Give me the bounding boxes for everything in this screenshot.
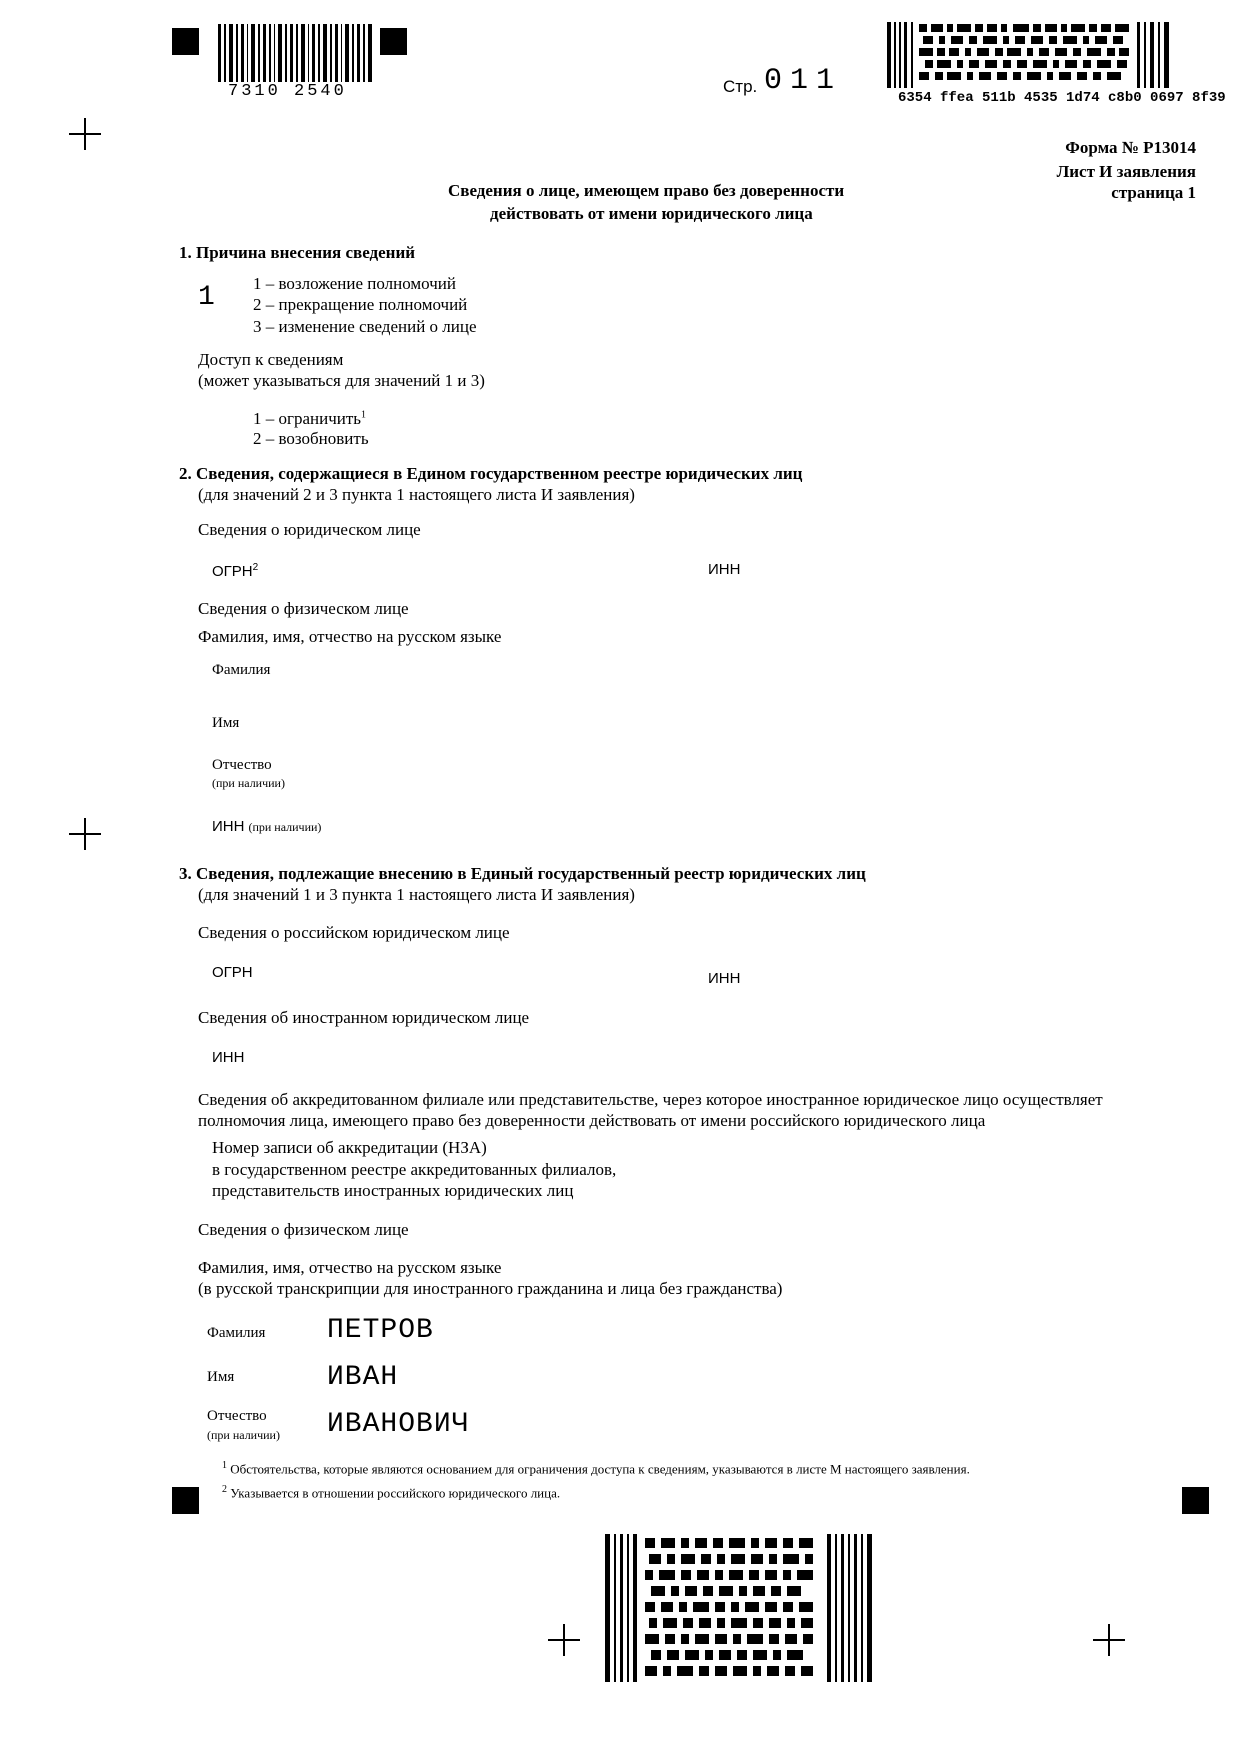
- section1-heading: 1. Причина внесения сведений: [179, 243, 416, 262]
- registration-square-bottom-right: [1182, 1487, 1209, 1514]
- section2-person-label: Сведения о физическом лице: [198, 599, 409, 618]
- registration-square-top-left: [172, 28, 199, 55]
- section3-heading: 3. Сведения, подлежащие внесению в Единый государственный реестр юридических лиц: [179, 864, 866, 883]
- section3-branch-line-1: Сведения об аккредитованном филиале или представительстве, через которое иностранное юридическое лицо осуществляет: [198, 1090, 1103, 1109]
- section3-fio-label: Фамилия, имя, отчество на русском языке: [198, 1258, 502, 1277]
- form-number: Форма № Р13014: [1065, 138, 1196, 157]
- crosshair-mark-middle: [69, 818, 101, 850]
- reason-option-3: 3 – изменение сведений о лице: [253, 317, 477, 336]
- section3-patronymic-label: Отчество: [207, 1408, 267, 1424]
- section2-name-label: Имя: [212, 715, 240, 731]
- access-option-1: 1 – ограничить$^1$: [253, 409, 367, 428]
- title-line-1: Сведения о лице, имеющем право без доверенности: [448, 181, 845, 200]
- access-label: Доступ к сведениям: [198, 350, 344, 369]
- section2-legal-entity-label: Сведения о юридическом лице: [198, 520, 421, 539]
- section2-patronymic-label: Отчество: [212, 757, 272, 773]
- section3-hint: (для значений 1 и 3 пункта 1 настоящего листа И заявления): [198, 885, 635, 904]
- section2-fio-label: Фамилия, имя, отчество на русском языке: [198, 627, 502, 646]
- page-number: 011: [764, 64, 843, 98]
- section2-inn-label: ИНН: [708, 561, 741, 578]
- section3-foreign-inn-label: ИНН: [212, 1049, 245, 1066]
- section3-person-label: Сведения о физическом лице: [198, 1220, 409, 1239]
- section2-heading: 2. Сведения, содержащиеся в Едином государственном реестре юридических лиц: [179, 464, 803, 483]
- section3-name-label: Имя: [207, 1369, 235, 1385]
- page-label: Стр.: [723, 77, 758, 96]
- pdf417-barcode-bottom: [605, 1534, 873, 1682]
- section3-patronymic-hint: (при наличии): [207, 1428, 280, 1442]
- reason-option-2: 2 – прекращение полномочий: [253, 295, 468, 314]
- access-hint: (может указываться для значений 1 и 3): [198, 371, 485, 390]
- section3-ru-entity-label: Сведения о российском юридическом лице: [198, 923, 510, 942]
- section3-ogrn-label: ОГРН: [212, 964, 253, 981]
- sheet-label: Лист И заявления: [1056, 162, 1196, 181]
- registration-square-top-middle: [380, 28, 407, 55]
- linear-barcode: [218, 24, 374, 82]
- section3-nza-line-3: представительств иностранных юридических лиц: [212, 1181, 574, 1200]
- barcode-number: 7310 2540: [228, 82, 347, 101]
- document-hash: 6354 ffea 511b 4535 1d74 c8b0 0697 8f39: [898, 90, 1226, 106]
- pdf417-barcode-top: [887, 22, 1169, 88]
- section2-person-inn: ИНН (при наличии): [212, 818, 322, 835]
- section3-surname-value: ПЕТРОВ: [327, 1315, 434, 1346]
- crosshair-mark-top: [69, 118, 101, 150]
- section3-surname-label: Фамилия: [207, 1325, 266, 1341]
- crosshair-mark-bottom-left: [548, 1624, 580, 1656]
- section3-nza-line-2: в государственном реестре аккредитованных филиалов,: [212, 1160, 617, 1179]
- registration-square-bottom-left: [172, 1487, 199, 1514]
- section3-patronymic-value: ИВАНОВИЧ: [327, 1409, 470, 1440]
- section3-name-value: ИВАН: [327, 1362, 399, 1393]
- section2-hint: (для значений 2 и 3 пункта 1 настоящего листа И заявления): [198, 485, 635, 504]
- sheet-page: страница 1: [1111, 183, 1196, 202]
- reason-value: 1: [198, 282, 215, 313]
- footnote-2: $^2$ Указывается в отношении российского юридического лица.: [222, 1484, 561, 1501]
- access-option-2: 2 – возобновить: [253, 429, 369, 448]
- section2-ogrn-label: ОГРН$^2$: [212, 562, 259, 580]
- section3-nza-line-1: Номер записи об аккредитации (НЗА): [212, 1138, 487, 1157]
- section3-inn-label: ИНН: [708, 970, 741, 987]
- section3-fio-hint: (в русской транскрипции для иностранного гражданина и лица без гражданства): [198, 1279, 783, 1298]
- section3-foreign-entity-label: Сведения об иностранном юридическом лице: [198, 1008, 530, 1027]
- reason-option-1: 1 – возложение полномочий: [253, 274, 456, 293]
- crosshair-mark-bottom-right: [1093, 1624, 1125, 1656]
- section2-patronymic-hint: (при наличии): [212, 776, 285, 790]
- section3-branch-line-2: полномочия лица, имеющего право без доверенности действовать от имени российского юридического лица: [198, 1111, 986, 1130]
- title-line-2: действовать от имени юридического лица: [490, 204, 813, 223]
- footnote-1: $^1$ Обстоятельства, которые являются основанием для ограничения доступа к сведениям, указываются в листе М настоящего заявления.: [222, 1460, 970, 1477]
- section2-surname-label: Фамилия: [212, 662, 271, 678]
